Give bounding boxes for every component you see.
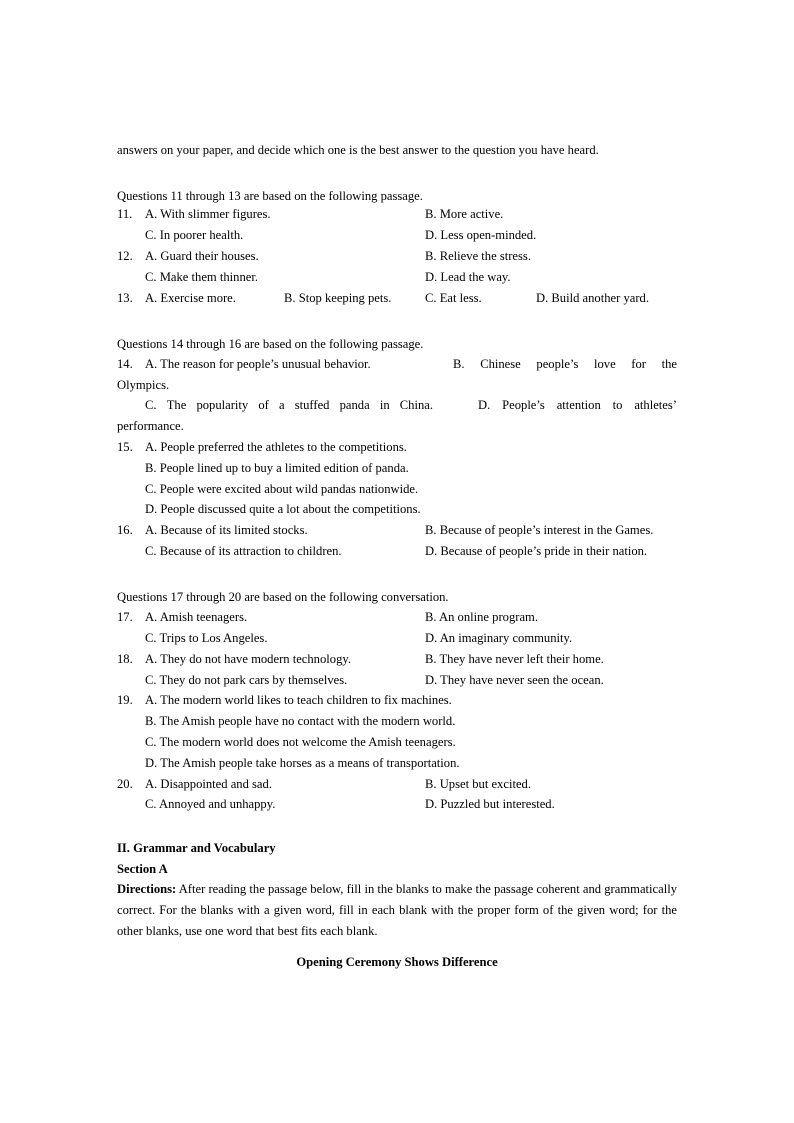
- option-d-continuation: performance.: [117, 419, 184, 433]
- option-d-word: athletes’: [634, 398, 677, 412]
- intro-text: answers on your paper, and decide which one is the best answer to the question you have heard.: [117, 143, 599, 157]
- section-subtitle: Section A: [117, 862, 168, 876]
- option-c: C. The modern world does not welcome the Amish teenagers.: [145, 735, 456, 749]
- option-b-word: for: [631, 357, 646, 371]
- option-a: A. They do not have modern technology.: [145, 652, 352, 666]
- option-d: D. People discussed quite a lot about the competitions.: [145, 502, 421, 516]
- option-c: C. Make them thinner.: [145, 270, 258, 284]
- option-d-word: to: [612, 398, 623, 412]
- option-b-continuation: Olympics.: [117, 378, 170, 392]
- question-number: 19.: [117, 693, 133, 707]
- directions-label: Directions:: [117, 882, 177, 896]
- question-number: 20.: [117, 777, 133, 791]
- option-b: B. They have never left their home.: [425, 652, 604, 666]
- option-a: A. Because of its limited stocks.: [145, 523, 308, 537]
- passage-title: Opening Ceremony Shows Difference: [296, 955, 498, 969]
- option-d: D. They have never seen the ocean.: [425, 673, 604, 687]
- group1-heading: Questions 11 through 13 are based on the following passage.: [117, 189, 423, 203]
- option-a: A. People preferred the athletes to the competitions.: [145, 440, 407, 454]
- option-b: B. People lined up to buy a limited edition of panda.: [145, 461, 409, 475]
- option-d: [478, 397, 677, 413]
- option-d-word: D.: [478, 398, 491, 412]
- question-number: 11.: [117, 207, 133, 221]
- option-c-word: of: [258, 398, 269, 412]
- option-c: C. In poorer health.: [145, 228, 244, 242]
- option-a: A. Guard their houses.: [145, 249, 259, 263]
- option-d: D. Lead the way.: [425, 270, 511, 284]
- question-number: 14.: [117, 357, 133, 371]
- option-c-word: The: [166, 398, 187, 412]
- option-b-word: Chinese: [480, 357, 521, 371]
- option-c-word: panda: [339, 398, 370, 412]
- option-a: A. Amish teenagers.: [145, 610, 248, 624]
- option-c: C. Trips to Los Angeles.: [145, 631, 268, 645]
- question-number: 15.: [117, 440, 133, 454]
- question-number: 16.: [117, 523, 133, 537]
- option-b: [453, 356, 677, 372]
- section-title: II. Grammar and Vocabulary: [117, 841, 276, 855]
- group2-heading: Questions 14 through 16 are based on the following passage.: [117, 337, 424, 351]
- option-b: B. The Amish people have no contact with the modern world.: [145, 714, 456, 728]
- option-d-word: attention: [556, 398, 601, 412]
- option-b: B. Relieve the stress.: [425, 249, 531, 263]
- directions-paragraph: [117, 879, 677, 942]
- option-a: A. With slimmer figures.: [145, 207, 271, 221]
- option-c: [145, 397, 433, 413]
- option-d: D. Puzzled but interested.: [425, 797, 555, 811]
- question-number: 17.: [117, 610, 133, 624]
- option-d: D. Less open-minded.: [425, 228, 537, 242]
- option-d-word: People’s: [502, 398, 545, 412]
- option-b-word: B.: [453, 357, 465, 371]
- question-number: 12.: [117, 249, 133, 263]
- option-c-word: in: [379, 398, 390, 412]
- option-d: D. Build another yard.: [536, 291, 649, 305]
- question-number: 18.: [117, 652, 133, 666]
- option-a: A. Exercise more.: [145, 291, 236, 305]
- option-c: C. They do not park cars by themselves.: [145, 673, 348, 687]
- option-b: B. More active.: [425, 207, 504, 221]
- option-b-word: love: [593, 357, 616, 371]
- option-c: C. People were excited about wild pandas nationwide.: [145, 482, 419, 496]
- option-b: B. Stop keeping pets.: [284, 291, 392, 305]
- option-c: C. Because of its attraction to children.: [145, 544, 342, 558]
- option-c: C. Annoyed and unhappy.: [145, 797, 276, 811]
- option-c-word: a: [278, 398, 285, 412]
- option-a: A. The modern world likes to teach children to fix machines.: [145, 693, 452, 707]
- option-c-word: stuffed: [294, 398, 330, 412]
- option-c-word: C.: [145, 398, 157, 412]
- option-c-word: popularity: [196, 398, 249, 412]
- question-number: 13.: [117, 291, 133, 305]
- directions-text: After reading the passage below, fill in the blanks to make the passage coherent and grammatically correct. For the blanks with a given word, fill in each blank with the proper form of the given word; for the other blanks, use one word that best fits each blank.: [117, 882, 677, 938]
- option-d: D. An imaginary community.: [425, 631, 573, 645]
- option-a: A. Disappointed and sad.: [145, 777, 272, 791]
- option-d: D. Because of people’s pride in their nation.: [425, 544, 648, 558]
- option-b-word: the: [661, 357, 677, 371]
- option-b-word: people’s: [536, 357, 579, 371]
- option-b: B. Because of people’s interest in the Games.: [425, 523, 654, 537]
- option-d: D. The Amish people take horses as a means of transportation.: [145, 756, 460, 770]
- option-c-word: China.: [399, 398, 433, 412]
- option-a: A. The reason for people’s unusual behavior.: [145, 357, 371, 371]
- group3-heading: Questions 17 through 20 are based on the following conversation.: [117, 590, 449, 604]
- option-b: B. An online program.: [425, 610, 538, 624]
- option-b: B. Upset but excited.: [425, 777, 531, 791]
- option-c: C. Eat less.: [425, 291, 482, 305]
